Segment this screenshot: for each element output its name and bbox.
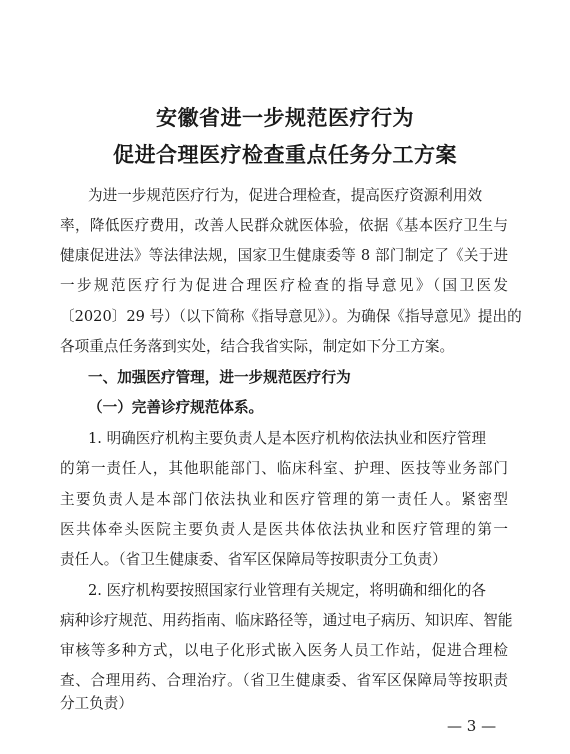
item1-line-4: 医共体牵头医院主要负责人是医共体依法执业和医疗管理的第一 xyxy=(60,521,508,538)
intro-line-2: 率，降低医疗费用，改善人民群众就医体验，依据《基本医疗卫生与 xyxy=(60,217,508,234)
item1-line-5: 责任人。（省卫生健康委、省军区保障局等按职责分工负责） xyxy=(60,551,447,568)
section-heading: 一、加强医疗管理，进一步规范医疗行为 xyxy=(88,369,351,386)
item2-line-3: 审核等多种方式，以电子化形式嵌入医务人员工作站，促进合理检 xyxy=(60,642,508,659)
item1-line-1: 1. 明确医疗机构主要负责人是本医疗机构依法执业和医疗管理 xyxy=(88,430,487,447)
intro-line-5: 〔2020〕29 号）（以下简称《指导意见》）。为确保《指导意见》提出的 xyxy=(60,308,522,325)
subsection-heading: （一）完善诊疗规范体系。 xyxy=(88,399,264,416)
item1-line-3: 主要负责人是本部门依法执业和医疗管理的第一责任人。紧密型 xyxy=(60,491,508,508)
item2-line-5: 分工负责） xyxy=(60,695,133,712)
item1-line-2: 的第一责任人，其他职能部门、临床科室、护理、医技等业务部门 xyxy=(60,460,508,477)
intro-line-3: 健康促进法》等法律法规，国家卫生健康委等 8 部门制定了《关于进 xyxy=(60,247,508,264)
title-line-1: 安徽省进一步规范医疗行为 xyxy=(156,106,414,130)
item2-line-4: 查、合理用药、合理治疗。（省卫生健康委、省军区保障局等按职责 xyxy=(60,672,508,689)
intro-line-1: 为进一步规范医疗行为，促进合理检查，提高医疗资源利用效 xyxy=(88,187,483,204)
title-line-2: 促进合理医疗检查重点任务分工方案 xyxy=(113,143,457,167)
page-number: — 3 — xyxy=(447,717,497,735)
item2-line-1: 2. 医疗机构要按照国家行业管理有关规定，将明确和细化的各 xyxy=(88,582,487,599)
intro-line-6: 各项重点任务落到实处，结合我省实际，制定如下分工方案。 xyxy=(60,338,455,355)
intro-line-4: 一步规范医疗行为促进合理医疗检查的指导意见》（国卫医发 xyxy=(60,277,508,294)
item2-line-2: 病种诊疗规范、用药指南、临床路径等，通过电子病历、知识库、智能 xyxy=(60,612,513,629)
